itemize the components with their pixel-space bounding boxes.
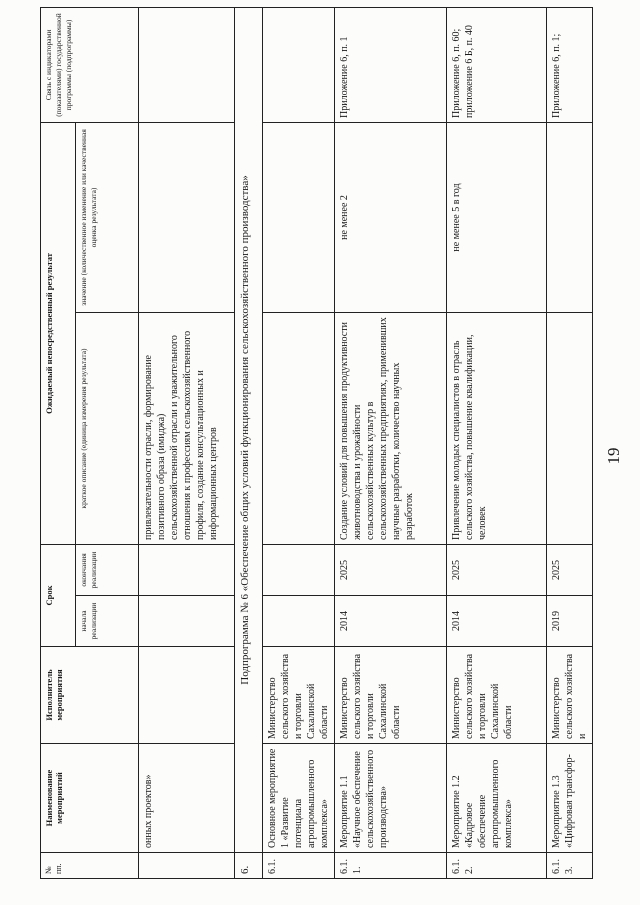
row-start: 2014 <box>335 596 447 647</box>
row-executor <box>139 647 235 744</box>
table-row <box>547 7 593 878</box>
row-num <box>139 853 235 879</box>
row-end: 2025 <box>547 544 593 595</box>
section-num: 6. <box>235 853 263 879</box>
rotated-document <box>40 8 604 879</box>
row-executor: Министерство сельского хозяйства и торговли Сахалинской области <box>335 647 447 744</box>
row-name: Мероприятие 1.1 «Научное обеспечение сельскохозяйственного производства» <box>335 744 447 853</box>
row-executor: Министерство сельского хозяйства и торговли Сахалинской области <box>263 647 335 744</box>
row-num: 6.1.2. <box>447 853 547 879</box>
table-row <box>139 7 235 878</box>
header-term-end: окончания реализации <box>76 544 139 595</box>
row-link: Приложение 6, п. 1; <box>547 7 593 122</box>
header-term: Срок <box>41 544 76 646</box>
row-executor: Министерство сельского хозяйства и торговли Сахалинской области <box>447 647 547 744</box>
row-end: 2025 <box>335 544 447 595</box>
section-title: Подпрограмма № 6 «Обеспечение общих условий функционирования сельскохозяйственного производства» <box>235 7 263 852</box>
row-num: 6.1.3. <box>547 853 593 879</box>
row-value <box>547 122 593 312</box>
row-start <box>139 596 235 647</box>
measures-table <box>40 7 593 879</box>
row-num: 6.1. <box>263 853 335 879</box>
row-name: Основное мероприятие 1 «Развитие потенциала агропромышленного комплекса» <box>263 744 335 853</box>
row-start <box>263 596 335 647</box>
row-desc: привлекательности отрасли, формирование позитивного образа (имиджа) сельскохозяйственной отрасли и уважительного отношения к профессиям сельскохозяйственного профиля, создание консультационных и информационных центров <box>139 312 235 544</box>
row-end: 2025 <box>447 544 547 595</box>
table-row <box>335 7 447 878</box>
row-end <box>263 544 335 595</box>
row-desc: Создание условий для повышения продуктивности животноводства и урожайности сельскохозяйственных культур в сельскохозяйственных предприятиях, применивших научные разработки, количество научных разработок <box>335 312 447 544</box>
row-link <box>139 7 235 122</box>
row-link: Приложение 6, п. 1 <box>335 7 447 122</box>
row-start: 2019 <box>547 596 593 647</box>
page-number: 19 <box>604 447 623 465</box>
row-end <box>139 544 235 595</box>
row-name: Мероприятие 1.2 «Кадровое обеспечение агропромышленного комплекса» <box>447 744 547 853</box>
row-desc <box>263 312 335 544</box>
table-row <box>263 7 335 878</box>
row-name: Мероприятие 1.3 «Цифровая трансфор- <box>547 744 593 853</box>
row-desc: Привлечение молодых специалистов в отрасль сельского хозяйства, повышение квалификации, человек <box>447 312 547 544</box>
header-result-value: значение (количественное изменение или качественная оценка результата) <box>76 122 139 312</box>
header-executor: Исполнитель мероприятия <box>41 647 139 744</box>
row-start: 2014 <box>447 596 547 647</box>
row-num: 6.1.1. <box>335 853 447 879</box>
row-value <box>263 122 335 312</box>
table-row <box>447 7 547 878</box>
row-name: онных проектов» <box>139 744 235 853</box>
header-link: Связь с индикаторами (показателями) государственной программы (подпрограммы) <box>41 7 139 122</box>
row-value: не менее 5 в год <box>447 122 547 312</box>
row-value: не менее 2 <box>335 122 447 312</box>
header-result: Ожидаемый непосредственный результат <box>41 122 76 544</box>
row-executor: Министерство сельского хозяйства и <box>547 647 593 744</box>
row-value <box>139 122 235 312</box>
row-desc <box>547 312 593 544</box>
header-term-start: начала реализации <box>76 596 139 647</box>
header-name: Наименование мероприятий <box>41 744 139 853</box>
header-result-desc: краткое описание (единица измерения результата) <box>76 312 139 544</box>
header-num: № пп. <box>41 853 139 879</box>
row-link: Приложение 6, п. 60; приложение 6 Б, п. 40 <box>447 7 547 122</box>
section-row <box>235 7 263 878</box>
row-link <box>263 7 335 122</box>
